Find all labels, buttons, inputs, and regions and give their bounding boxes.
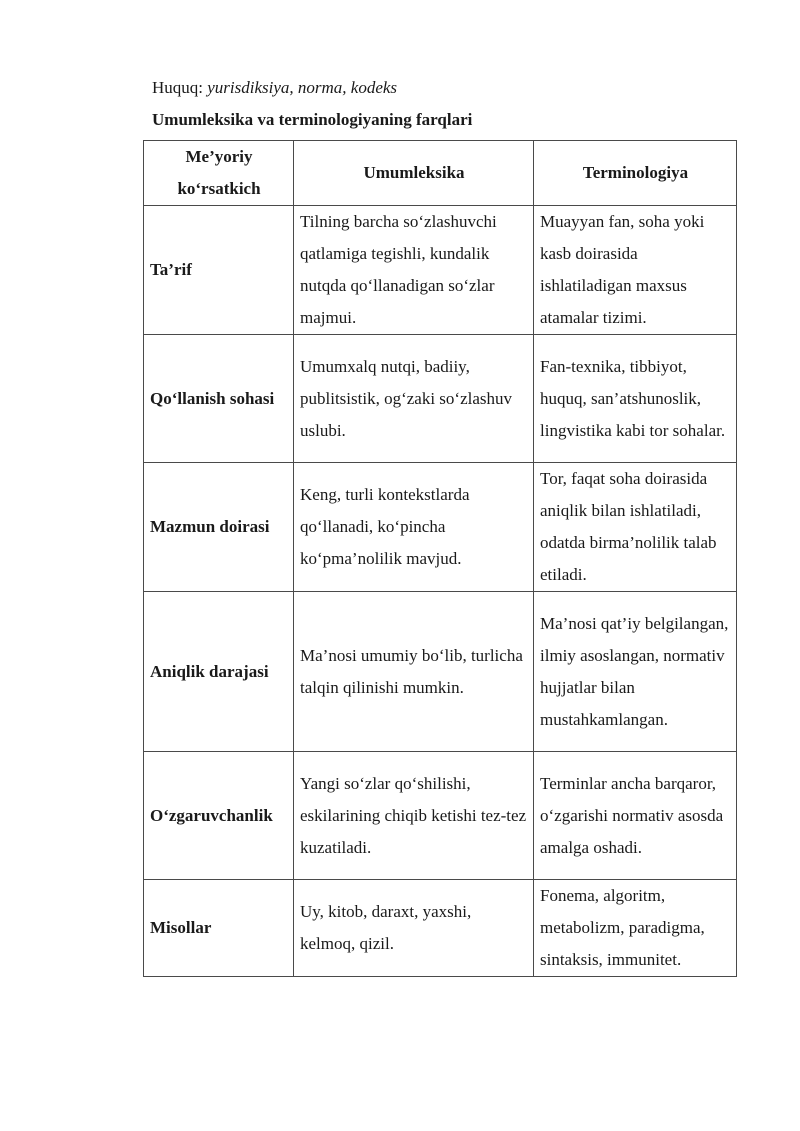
general-cell: Ma’nosi umumiy bo‘lib, turlicha talqin qilinishi mumkin. [294,592,534,752]
table-row [144,206,737,335]
section-heading: Umumleksika va terminologiyaning farqlari [152,110,473,129]
terminology-cell: Fonema, algoritm, metabolizm, paradigma, sintaksis, immunitet. [534,880,737,977]
terminology-cell: Terminlar ancha barqaror, o‘zgarishi normativ asosda amalga oshadi. [534,752,737,880]
terminology-cell: Muayyan fan, soha yoki kasb doirasida ishlatiladigan maxsus atamalar tizimi. [534,206,737,335]
header-terminology: Terminologiya [534,141,737,206]
table-row [144,335,737,463]
criterion-cell: Misollar [144,880,294,977]
general-cell: Yangi so‘zlar qo‘shilishi, eskilarining chiqib ketishi tez-tez kuzatiladi. [294,752,534,880]
header-general-lexicon: Umumleksika [294,141,534,206]
intro-line [152,76,397,100]
general-cell: Umumxalq nutqi, badiiy, publitsistik, og‘zaki so‘zlashuv uslubi. [294,335,534,463]
criterion-cell: Ta’rif [144,206,294,335]
table-row [144,752,737,880]
terminology-cell: Fan-texnika, tibbiyot, huquq, san’atshunoslik, lingvistika kabi tor sohalar. [534,335,737,463]
comparison-table [143,140,737,977]
table-row [144,880,737,977]
criterion-cell: Aniqlik darajasi [144,592,294,752]
intro-label: Huquq: [152,78,203,97]
general-cell: Tilning barcha so‘zlashuvchi qatlamiga tegishli, kundalik nutqda qo‘llanadigan so‘zlar majmui. [294,206,534,335]
terminology-cell: Ma’nosi qat’iy belgilangan, ilmiy asoslangan, normativ hujjatlar bilan mustahkamlangan. [534,592,737,752]
table-header-row [144,141,737,206]
intro-terms: yurisdiksiya, norma, kodeks [207,78,398,97]
general-cell: Keng, turli kontekstlarda qo‘llanadi, ko‘pincha ko‘pma’nolilik mavjud. [294,463,534,592]
terminology-cell: Tor, faqat soha doirasida aniqlik bilan ishlatiladi, odatda birma’nolilik talab etiladi. [534,463,737,592]
criterion-cell: O‘zgaruvchanlik [144,752,294,880]
general-cell: Uy, kitob, daraxt, yaxshi, kelmoq, qizil. [294,880,534,977]
criterion-cell: Mazmun doirasi [144,463,294,592]
table-row [144,463,737,592]
header-criterion: Me’yoriy ko‘rsatkich [144,141,294,206]
criterion-cell: Qo‘llanish sohasi [144,335,294,463]
table-row [144,592,737,752]
